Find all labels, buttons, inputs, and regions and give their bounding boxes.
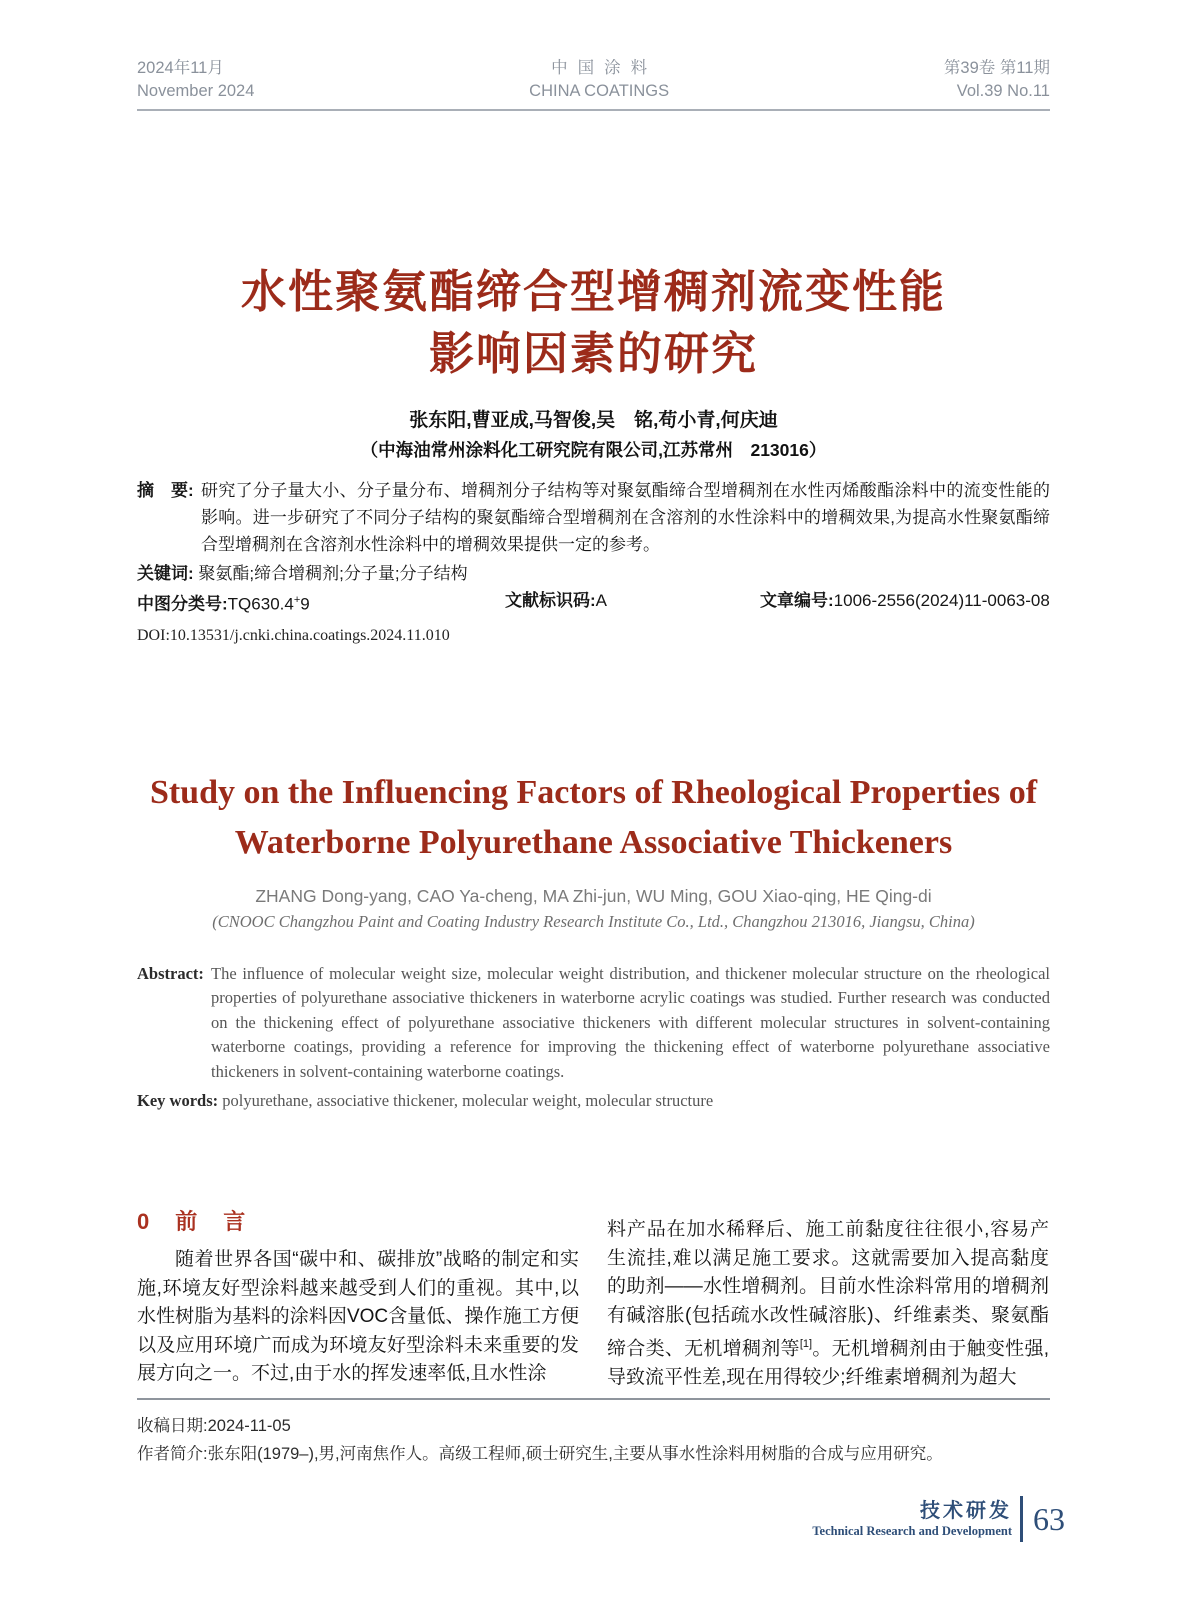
journal-name-zh: 中国涂料 [551,59,658,77]
abstract-en [137,962,1050,1085]
reference-marker-1: [1] [799,1338,813,1351]
page-marker-divider [1020,1496,1023,1542]
article-title-en-line2: Waterborne Polyurethane Associative Thickeners [234,823,953,861]
received-date-line [137,1412,1050,1440]
column-name [812,1499,1012,1539]
section-heading-foreword: 0 前 言 [137,1209,248,1235]
article-id [760,587,1050,618]
keywords-en-label: Key words: [137,1091,219,1111]
clc-superscript: + [293,594,301,606]
volume-issue-en: Vol.39 No.11 [956,82,1050,100]
clc-label: 中图分类号: [137,594,228,614]
article-title-zh-line2: 影响因素的研究 [428,328,758,379]
article-title-zh [137,261,1050,385]
article-title-en [137,768,1050,868]
abstract-zh [137,477,1050,558]
page-content [137,0,1050,1468]
body-paragraph-left: 随着世界各国“碳中和、碳排放”战略的制定和实施,环境友好型涂料越来越受到人们的重视。其中,以水性树脂为基料的涂料因VOC含量低、操作施工方便以及应用环境广而成为环境友好型涂料未来重要的发展方向之一。不过,由于水的挥发速率低,且水性涂 [137,1249,579,1385]
issue-date [137,57,254,103]
body-paragraph-right-part1: 料产品在加水稀释后、施工前黏度往往很小,容易产生流挂,难以满足施工要求。这就需要加入提高黏度的助剂——水性增稠剂。目前水性涂料常用的增稠剂有碱溶胀(包括疏水改性碱溶胀)、纤维素类、聚氨酯缔合类、无机增稠剂等 [607,1219,1049,1360]
article-title-zh-line1: 水性聚氨酯缔合型增稠剂流变性能 [240,266,946,317]
article-meta-row [137,587,1050,618]
article-title-en-line1: Study on the Influencing Factors of Rheological Properties of [149,773,1038,811]
article-id-value: 1006-2556(2024)11-0063-08 [833,591,1050,610]
clc-tail: 9 [300,594,310,614]
body-paragraph-right-part2: 。无机增稠剂由于触变性强,导致流平性差,现在用得较少;纤维素增稠剂为超大 [607,1338,1049,1388]
keywords-zh [137,560,1050,587]
issue-date-zh: 2024年11月 [137,59,224,77]
affiliation-en: (CNOOC Changzhou Paint and Coating Industry Research Institute Co., Ltd., Changzhou 213016, Jiangsu, China) [212,911,975,931]
body-column-left [137,1207,579,1392]
authors-zh: 张东阳,曹亚成,马智俊,吴 铭,苟小青,何庆迪 [409,410,778,431]
author-bio-label: 作者简介: [137,1445,208,1464]
volume-issue-zh: 第39卷 第11期 [943,59,1050,77]
author-bio-value: 张东阳(1979–),男,河南焦作人。高级工程师,硕士研究生,主要从事水性涂料用树脂的合成与应用研究。 [207,1445,943,1464]
document-code [505,587,760,618]
volume-issue [944,57,1050,103]
abstract-en-label: Abstract: [137,963,204,983]
page-marker [812,1496,1065,1542]
keywords-en-text: polyurethane, associative thickener, molecular weight, molecular structure [218,1091,714,1111]
body-columns [137,1207,1050,1392]
doi: DOI:10.13531/j.cnki.china.coatings.2024.11.010 [137,626,450,644]
running-head [137,0,1050,111]
author-bio-line [137,1440,1050,1468]
authors-en: ZHANG Dong-yang, CAO Ya-cheng, MA Zhi-jun, WU Ming, GOU Xiao-qing, HE Qing-di [255,885,932,906]
footnotes [137,1400,1050,1468]
received-date-value: 2024-11-05 [207,1417,291,1436]
article-id-label: 文章编号: [760,591,834,610]
column-name-zh: 技术研发 [920,1500,1012,1522]
abstract-zh-label: 摘 要: [137,481,194,500]
abstract-zh-text: 研究了分子量大小、分子量分布、增稠剂分子结构等对聚氨酯缔合型增稠剂在水性丙烯酸酯涂料中的流变性能的影响。进一步研究了不同分子结构的聚氨酯缔合型增稠剂在含溶剂的水性涂料中的增稠效果,为提高水性聚氨酯缔合型增稠剂在含溶剂水性涂料中的增稠效果提供一定的参考。 [201,481,1050,554]
keywords-en [137,1088,1050,1113]
body-column-right [607,1207,1049,1392]
document-code-label: 文献标识码: [505,591,596,610]
body-paragraph-right [607,1216,1049,1392]
journal-name-en: CHINA COATINGS [529,82,670,100]
keywords-zh-label: 关键词: [137,564,194,583]
document-code-value: A [595,591,608,610]
keywords-zh-text: 聚氨酯;缔合增稠剂;分子量;分子结构 [198,564,468,583]
affiliation-zh: （中海油常州涂料化工研究院有限公司,江苏常州 213016） [360,440,827,460]
journal-name [529,57,669,103]
abstract-en-text: The influence of molecular weight size, molecular weight distribution, and thickener molecular structure on the rheological properties of polyurethane associative thickeners in waterborne acrylic coatings was studied. Further research was conducted on the thickening effect of polyurethane associative thickeners with different molecular structures in solvent-containing waterborne coatings, providing a reference for improving the thickening effect of waterborne polyurethane associative thickeners in solvent-containing waterborne coatings. [211,963,1050,1081]
issue-date-en: November 2024 [137,82,255,100]
page-number: 63 [1033,1501,1065,1537]
clc-number [137,587,505,618]
clc-value: TQ630.4 [227,594,294,614]
column-name-en: Technical Research and Development [812,1524,1012,1538]
received-date-label: 收稿日期: [137,1417,208,1436]
